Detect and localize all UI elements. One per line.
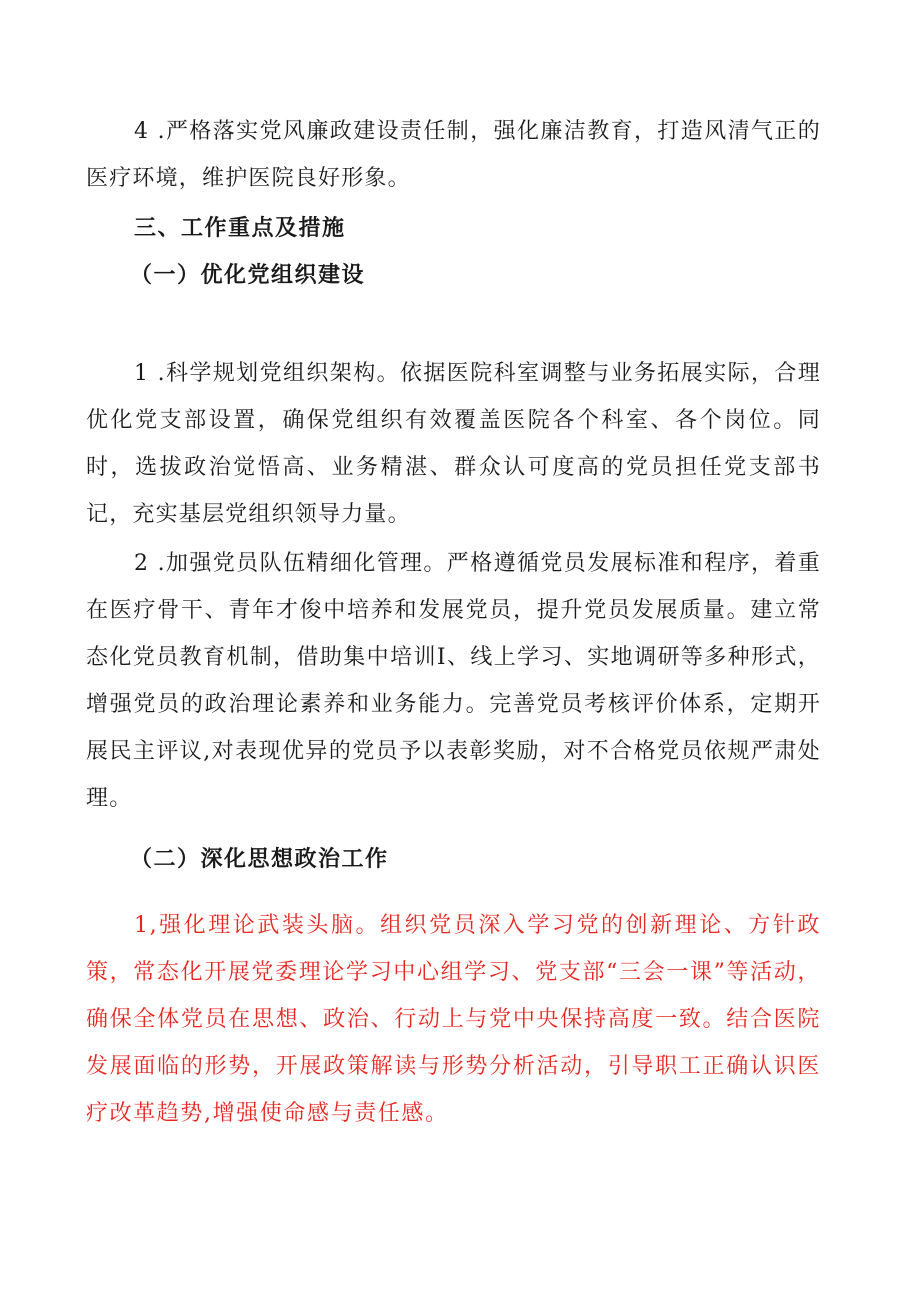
paragraph-text: 1 .科学规划党组织架构。依据医院科室调整与业务拓展实际，合理优化党支部设置，确保党组织有效覆盖医院各个科室、各个岗位。同时，选拔政治觉悟高、业务精湛、群众认可度高的党员担任党支部书记，充实基层党组织领导力量。 bbox=[86, 361, 821, 527]
paragraph-item-1 bbox=[86, 350, 821, 538]
paragraph-item-4 bbox=[86, 108, 821, 202]
paragraph-text: 4 .严格落实党风廉政建设责任制，强化廉洁教育，打造风清气正的医疗环境，维护医院良好形象。 bbox=[86, 119, 821, 191]
paragraph-item-red bbox=[86, 902, 821, 1137]
subsection-heading-2: （二）深化思想政治工作 bbox=[130, 846, 389, 872]
paragraph-item-2 bbox=[86, 540, 821, 822]
paragraph-text: 2 .加强党员队伍精细化管理。严格遵循党员发展标准和程序，着重在医疗骨干、青年才俊中培养和发展党员，提升党员发展质量。建立常态化党员教育机制，借助集中培训I、线上学习、实地调研等多种形式，增强党员的政治理论素养和业务能力。完善党员考核评价体系，定期开展民主评议,对表现优异的党员予以表彰奖励，对不合格党员依规严肃处理。 bbox=[86, 551, 821, 811]
section-heading-3: 三、工作重点及措施 bbox=[134, 215, 346, 241]
paragraph-text-highlighted: 1,强化理论武装头脑。组织党员深入学习党的创新理论、方针政策，常态化开展党委理论学习中心组学习、党支部“三会一课”等活动，确保全体党员在思想、政治、行动上与党中央保持高度一致。结合医院发展面临的形势，开展政策解读与形势分析活动，引导职工正确认识医疗改革趋势,增强使命感与责任感。 bbox=[86, 913, 821, 1126]
subsection-heading-1: （一）优化党组织建设 bbox=[130, 262, 366, 288]
